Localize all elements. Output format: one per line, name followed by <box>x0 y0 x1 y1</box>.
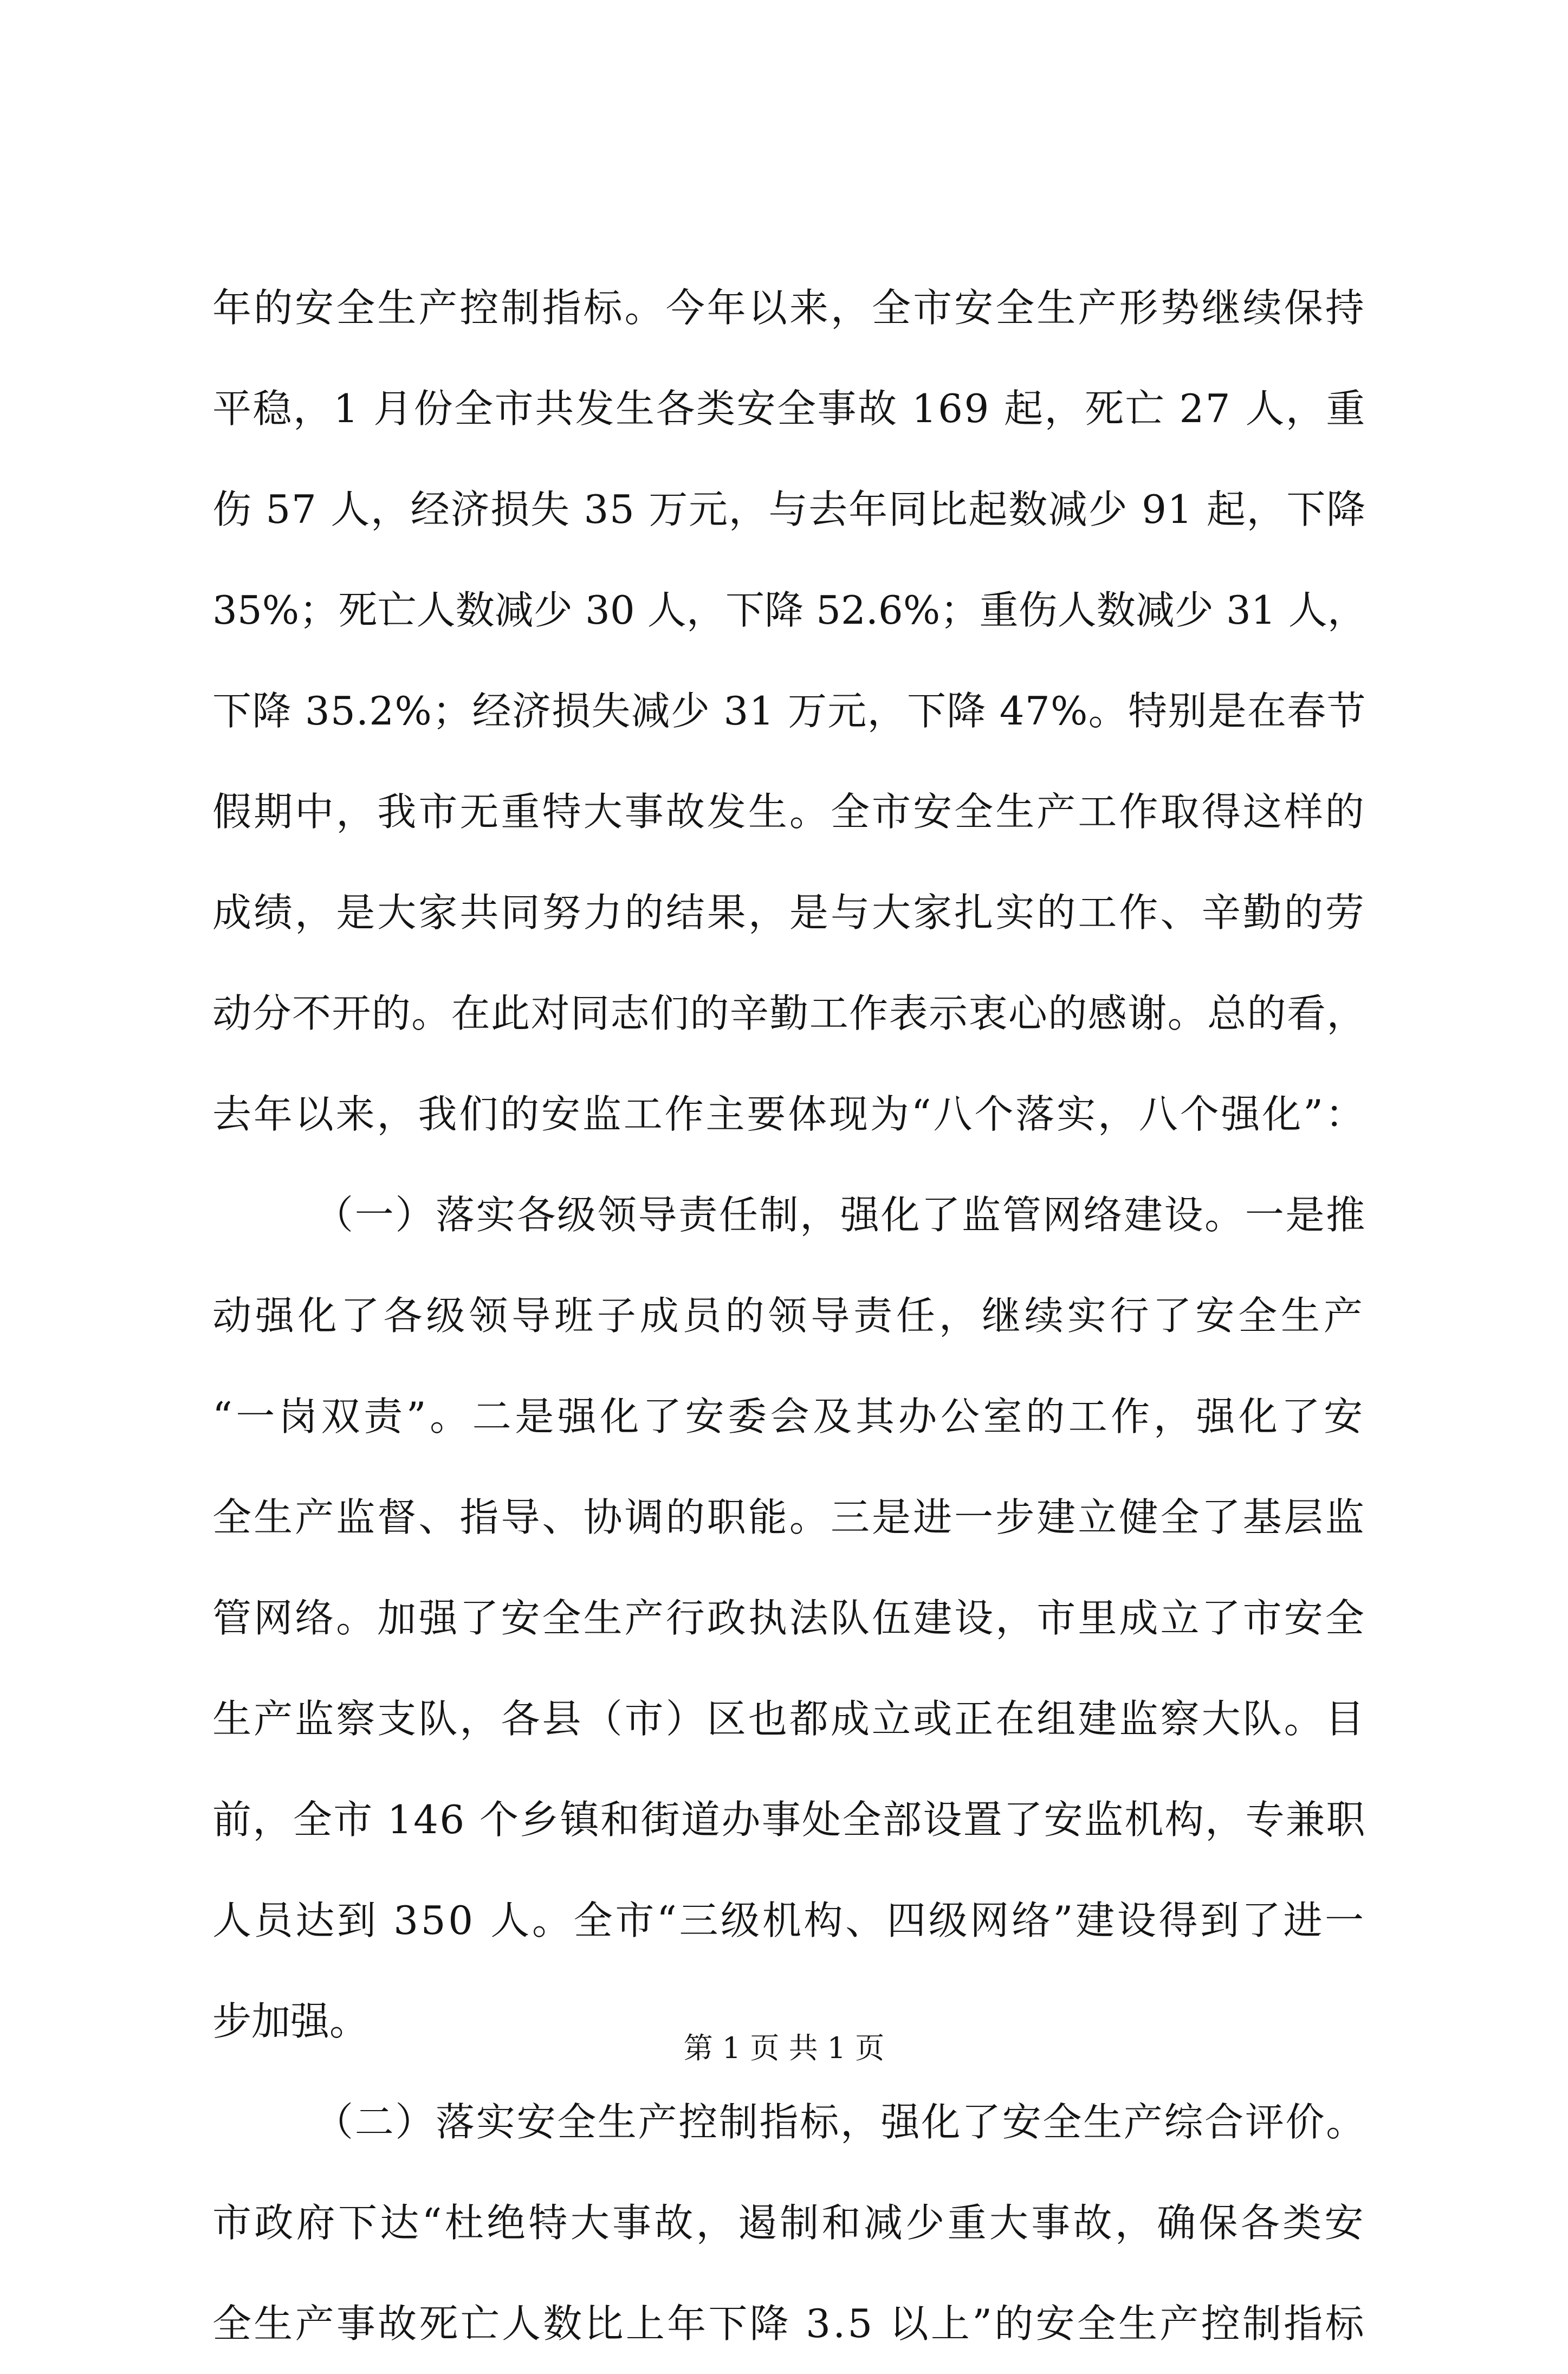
text-line-content: 35%；死亡人数减少 30 人，下降 52.6%；重伤人数减少 31 人， <box>212 587 1366 633</box>
text-line <box>212 862 1366 963</box>
text-line-content: 步加强。 <box>212 1998 369 2044</box>
text-line-content: 动强化了各级领导班子成员的领导责任，继续实行了安全生产 <box>212 1293 1366 1338</box>
text-line <box>212 1366 1366 1467</box>
text-line-content: 市政府下达“杜绝特大事故，遏制和减少重大事故，确保各类安 <box>212 2200 1366 2246</box>
text-line-content: 动分不开的。在此对同志们的辛勤工作表示衷心的感谢。总的看， <box>212 991 1366 1036</box>
text-line <box>212 560 1366 661</box>
text-line-content: （一）落实各级领导责任制，强化了监管网络建设。一是推 <box>314 1192 1366 1238</box>
text-line-content: 年的安全生产控制指标。今年以来，全市安全生产形势继续保持 <box>212 285 1366 331</box>
text-line <box>212 2072 1366 2172</box>
text-line-content: “一岗双责”。二是强化了安委会及其办公室的工作，强化了安 <box>212 1394 1366 1439</box>
page-footer: 第 1 页 共 1 页 <box>683 2031 885 2065</box>
text-line <box>212 459 1366 560</box>
text-line <box>212 1568 1366 1668</box>
text-line <box>212 1064 1366 1165</box>
text-line <box>212 1265 1366 1366</box>
text-line-content: 假期中，我市无重特大事故发生。全市安全生产工作取得这样的 <box>212 789 1366 835</box>
text-line <box>212 963 1366 1064</box>
text-line-content: 前，全市 146 个乡镇和街道办事处全部设置了安监机构，专兼职 <box>212 1797 1366 1842</box>
text-line <box>212 661 1366 761</box>
text-line <box>212 358 1366 459</box>
text-line-content: 去年以来，我们的安监工作主要体现为“八个落实，八个强化”： <box>212 1091 1366 1137</box>
text-line-content: 生产监察支队，各县（市）区也都成立或正在组建监察大队。目 <box>212 1696 1366 1742</box>
text-line <box>212 1870 1366 1971</box>
text-line-content: 下降 35.2%；经济损失减少 31 万元，下降 47%。特别是在春节 <box>212 688 1366 734</box>
text-line-content: 成绩，是大家共同努力的结果，是与大家扎实的工作、辛勤的劳 <box>212 890 1366 935</box>
text-line <box>212 1668 1366 1769</box>
text-line-content: 全生产事故死亡人数比上年下降 3.5 以上”的安全生产控制指标 <box>212 2301 1366 2346</box>
text-line <box>212 257 1366 358</box>
text-line <box>212 1467 1366 1568</box>
text-line <box>212 1769 1366 1870</box>
text-line-content: 人员达到 350 人。全市“三级机构、四级网络”建设得到了进一 <box>212 1898 1366 1943</box>
text-line <box>212 1165 1366 1265</box>
text-line-content: 全生产监督、指导、协调的职能。三是进一步建立健全了基层监 <box>212 1495 1366 1540</box>
text-line <box>212 2273 1366 2374</box>
text-line <box>212 761 1366 862</box>
text-line-content: 伤 57 人，经济损失 35 万元，与去年同比起数减少 91 起，下降 <box>212 487 1366 532</box>
text-line-content: （二）落实安全生产控制指标，强化了安全生产综合评价。 <box>314 2099 1366 2145</box>
text-line <box>212 2172 1366 2273</box>
text-line-content: 平稳，1 月份全市共发生各类安全事故 169 起，死亡 27 人，重 <box>212 386 1366 431</box>
text-line-content: 管网络。加强了安全生产行政执法队伍建设，市里成立了市安全 <box>212 1595 1366 1641</box>
